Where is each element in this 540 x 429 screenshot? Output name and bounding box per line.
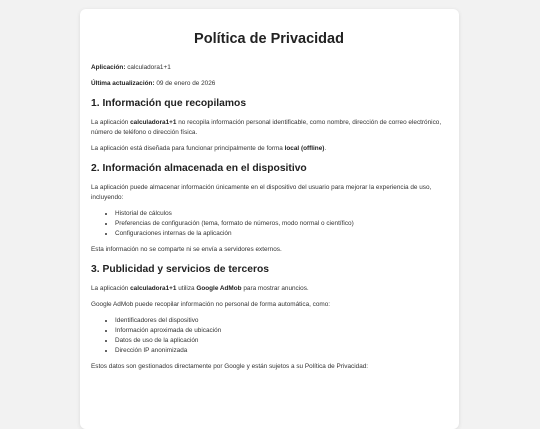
admob-bold: Google AdMob [196,285,242,292]
text-run: no recopila información personal identificable, como nombre, dirección de correo electrónico, número de teléfono o dirección física. [91,119,442,136]
section-paragraph [91,144,447,154]
text-run: La aplicación [91,285,131,292]
section-paragraph: Esta información no se comparte ni se envía a servidores externos. [91,246,282,253]
updated-label: Última actualización: [91,80,155,87]
updated-date: 09 de enero de 2026 [156,80,216,87]
page-title: Política de Privacidad [194,31,344,47]
updated-meta [91,79,447,89]
app-name-bold: calculadora1+1 [130,119,177,126]
stored-data-list [91,209,447,239]
section-heading: 2. Información almacenada en el dispositivo [91,163,307,174]
app-meta [91,63,447,73]
list-item: • Preferencias de configuración (tema, formato de números, modo normal o científico) [115,219,447,229]
admob-data-list [91,316,447,356]
app-name: calculadora1+1 [127,64,171,71]
text-run: La aplicación está diseñada para funcionar principalmente de forma [91,145,285,152]
section-paragraph: La aplicación puede almacenar información únicamente en el dispositivo del usuario para mejorar la experiencia de uso, incluyendo: [91,184,432,201]
section-heading: 3. Publicidad y servicios de terceros [91,264,269,275]
list-item: • Dirección IP anonimizada [115,346,447,356]
section-heading: 1. Información que recopilamos [91,98,247,109]
app-label: Aplicación: [91,64,126,71]
list-item: • Identificadores del dispositivo [115,316,447,326]
text-run: utiliza [176,285,197,292]
section-paragraph [91,284,447,294]
list-item: • Información aproximada de ubicación [115,326,447,336]
app-name-bold: calculadora1+1 [130,285,177,292]
section-paragraph: Google AdMob puede recopilar información no personal de forma automática, como: [91,301,331,308]
section-paragraph [91,118,447,138]
list-item: • Configuraciones internas de la aplicación [115,229,447,239]
text-run: La aplicación [91,119,131,126]
section-paragraph: Estos datos son gestionados directamente por Google y están sujetos a su Política de Privacidad: [91,363,369,370]
list-item: • Historial de cálculos [115,209,447,219]
list-item: • Datos de uso de la aplicación [115,336,447,346]
text-run: para mostrar anuncios. [241,285,309,292]
text-run: . [324,145,327,152]
emphasis-text: local (offline) [284,145,325,152]
policy-card [80,9,459,429]
